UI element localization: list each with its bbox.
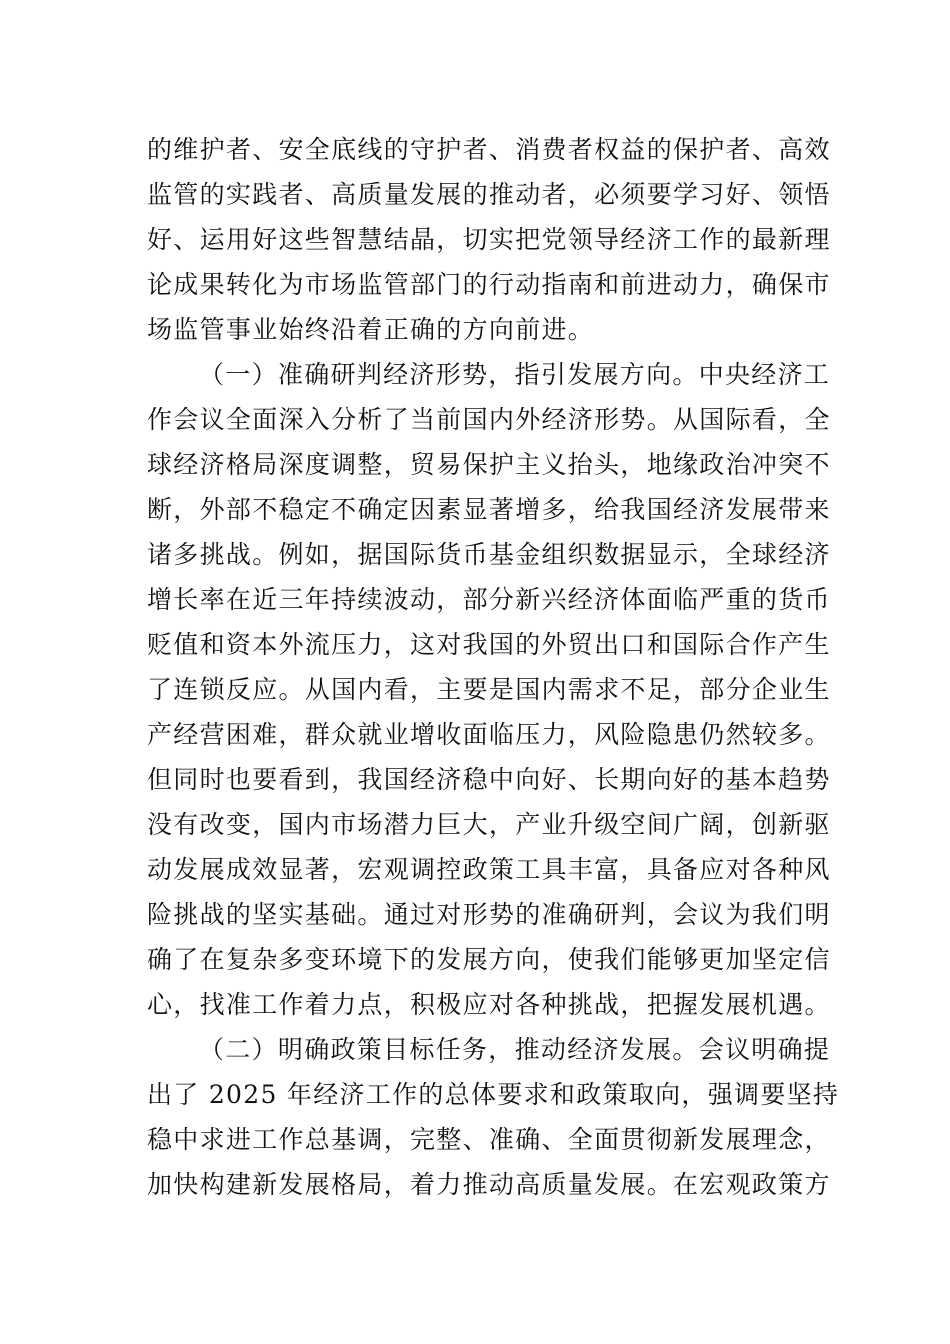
text-line: （一）准确研判经济形势，指引发展方向。中央经济工 — [199, 360, 831, 389]
text-line: 没有改变，国内市场潜力巨大，产业升级空间广阔，创新驱 — [147, 810, 831, 839]
text-line: 稳中求进工作总基调，完整、准确、全面贯彻新发展理念， — [147, 1125, 831, 1154]
text-line: 断，外部不稳定不确定因素显著增多，给我国经济发展带来 — [147, 495, 831, 524]
text-line: 确了在复杂多变环境下的发展方向，使我们能够更加坚定信 — [147, 945, 831, 974]
text-line: 贬值和资本外流压力，这对我国的外贸出口和国际合作产生 — [147, 630, 831, 659]
text-line: 险挑战的坚实基础。通过对形势的准确研判，会议为我们明 — [147, 900, 831, 929]
text-line: （二）明确政策目标任务，推动经济发展。会议明确提 — [199, 1035, 831, 1064]
text-line: 场监管事业始终沿着正确的方向前进。 — [147, 315, 595, 344]
text-line: 产经营困难，群众就业增收面临压力，风险隐患仍然较多。 — [147, 720, 831, 749]
text-line: 增长率在近三年持续波动，部分新兴经济体面临严重的货币 — [147, 585, 831, 614]
text-line: 的维护者、安全底线的守护者、消费者权益的保护者、高效 — [147, 135, 831, 164]
text-line: 了连锁反应。从国内看，主要是国内需求不足，部分企业生 — [147, 675, 831, 704]
body-text — [147, 127, 840, 1207]
text-line: 动发展成效显著，宏观调控政策工具丰富，具备应对各种风 — [147, 855, 831, 884]
text-line: 加快构建新发展格局，着力推动高质量发展。在宏观政策方 — [147, 1170, 831, 1199]
text-line: 好、运用好这些智慧结晶，切实把党领导经济工作的最新理 — [147, 225, 831, 254]
text-line: 出了 2025 年经济工作的总体要求和政策取向，强调要坚持 — [147, 1080, 840, 1109]
text-line: 但同时也要看到，我国经济稳中向好、长期向好的基本趋势 — [147, 765, 831, 794]
text-line: 心，找准工作着力点，积极应对各种挑战，把握发展机遇。 — [147, 990, 831, 1019]
text-line: 论成果转化为市场监管部门的行动指南和前进动力，确保市 — [147, 270, 831, 299]
text-line: 诸多挑战。例如，据国际货币基金组织数据显示，全球经济 — [147, 540, 831, 569]
text-line: 作会议全面深入分析了当前国内外经济形势。从国际看，全 — [147, 405, 831, 434]
text-line: 球经济格局深度调整，贸易保护主义抬头，地缘政治冲突不 — [147, 450, 831, 479]
text-line: 监管的实践者、高质量发展的推动者，必须要学习好、领悟 — [147, 180, 831, 209]
